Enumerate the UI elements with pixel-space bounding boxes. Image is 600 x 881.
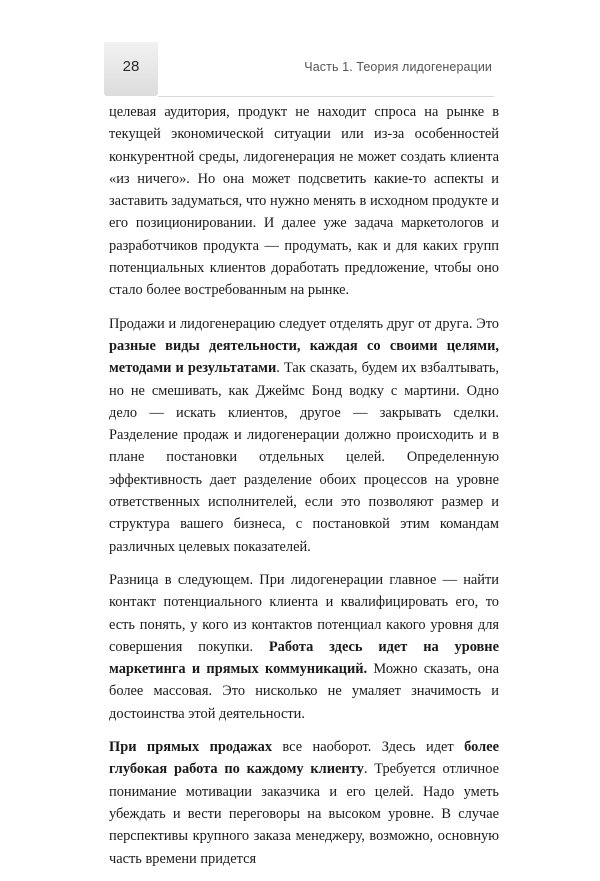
body-text — [109, 101, 499, 881]
bold-text-segment: более глубокая работа по каждому клиенту — [109, 739, 499, 778]
paragraph-3 — [109, 569, 499, 725]
paragraph-4 — [109, 736, 499, 870]
bold-text-segment: разные виды деятельности, каждая со своими целями, методами и результатами — [109, 337, 499, 377]
text-segment: . Так сказать, будем их взбалтывать, но не смешивать, как Джеймс Бонд водку с мартини. Одно дело — искать клиентов, другое — закрывать сделки. Разделение продаж и лидогенерации должно происходить и в плане постановки отдельных целей. Определенную эффективность дает разделение обоих процессов на уровне ответственных исполнителей, если это позволяют размер и структура вашего бизнеса, с постановкой этим командам различных целевых показателей. — [109, 360, 499, 555]
text-segment: все наоборот. Здесь идет — [272, 739, 465, 756]
running-head: Часть 1. Теория лидогенерации — [304, 60, 492, 74]
bold-text-segment: При прямых продажах — [109, 739, 273, 756]
header-rule — [158, 96, 494, 97]
bold-text-segment: Работа здесь идет на уровне маркетинга и прямых коммуникаций. — [109, 638, 499, 678]
paragraph-1 — [109, 101, 499, 302]
paragraph-2 — [109, 313, 499, 558]
page-number: 28 — [122, 58, 140, 75]
text-segment: Можно сказать, она более массовая. Это нисколько не умаляет значимость и достоинства этой деятельности. — [109, 661, 500, 722]
text-segment: . Требуется отличное понимание мотивации заказчика и его целей. Надо уметь убеждать и вести переговоры на высоком уровне. В случае перспективы крупного заказа менеджеру, возможно, основную часть времени придется — [109, 761, 499, 867]
text-segment: Разница в следующем. При лидогенерации главное — найти контакт потенциального клиента и квалифицировать его, то есть понять, у кого из контактов потенциал какого уровня для совершения покупки. — [109, 571, 499, 655]
text-segment: Продажи и лидогенерацию следует отделять друг от друга. Это — [109, 315, 499, 332]
text-segment: целевая аудитория, продукт не находит спроса на рынке в текущей экономической ситуации или из-за особенностей конкурентной среды, лидогенерация не может создать клиента «из ничего». Но она может подсветить какие-то аспекты и заставить задуматься, что нужно менять в исходном продукте и его позиционировании. И далее уже задача маркетологов и разработчиков продукта — продумать, как и для каких групп потенциальных клиентов доработать предложение, чтобы оно стало более востребованным на рынке. — [109, 104, 499, 299]
